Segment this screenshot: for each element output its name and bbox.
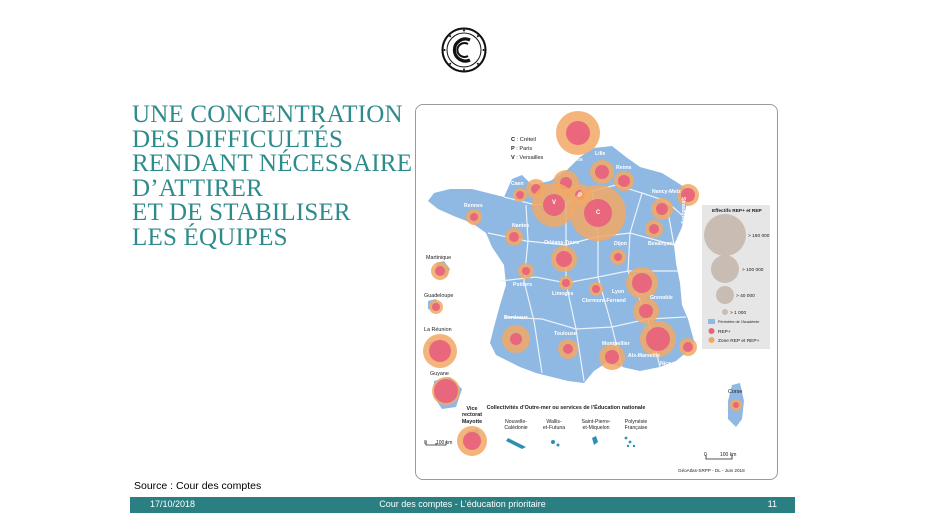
- outre-mer-title: Collectivités d’Outre-mer ou services de l’Éducation nationale: [486, 405, 646, 411]
- outre-mer-nc-line-1: Nouvelle-: [505, 419, 527, 425]
- nantes-bubble-rep-plus: [509, 232, 519, 242]
- aix-marseille-bubble-rep-plus: [646, 327, 670, 351]
- label-lyon: Lyon: [612, 289, 625, 295]
- legend-size-4: > 1 000: [730, 311, 747, 316]
- footer-center-text: Cour des comptes - L’éducation prioritaire: [379, 499, 546, 509]
- caen-bubble-rep-plus: [516, 191, 524, 199]
- outre-mer-pf-line-2: Française: [624, 425, 648, 431]
- corse-bubble-rep-plus: [733, 402, 739, 408]
- label-besancon: Besançon: [648, 241, 673, 247]
- label-reims: Reims: [616, 165, 632, 171]
- footer-date: 17/10/2018: [150, 499, 196, 509]
- label-aix-marseille: Aix-Marseille: [628, 353, 661, 359]
- legend-item-perimetre: Périmètre de l’Académie: [718, 320, 760, 324]
- mayotte-label-line-2: rectorat: [461, 412, 483, 418]
- grenoble-bubble-rep-plus: [639, 304, 653, 318]
- dijon-bubble-rep-plus: [614, 253, 622, 261]
- outre-mer-island-icons: [506, 436, 635, 449]
- outre-mer-nc-line-2: Calédonie: [504, 425, 528, 431]
- montpellier-bubble-rep-plus: [605, 350, 619, 364]
- label-strasbourg: Strasbourg: [680, 197, 686, 224]
- cour-des-comptes-logo-icon: [441, 27, 487, 73]
- key-line-p: P : Paris: [511, 146, 533, 152]
- scale-left-zero: 0: [424, 440, 427, 446]
- legend-item-rep-plus: REP+: [718, 330, 731, 335]
- label-orleans-tours: Orléans-Tours: [544, 240, 580, 246]
- nancy-metz-bubble-rep-plus: [656, 203, 668, 215]
- label-corse: Corse: [728, 389, 743, 395]
- reims-bubble-rep-plus: [618, 175, 630, 187]
- title-line: DES DIFFICULTÉS: [132, 125, 344, 153]
- scale-right-zero: 0: [704, 452, 707, 458]
- label-bordeaux: Bordeaux: [504, 315, 528, 321]
- outre-mer-pf-line-1: Polynésie: [624, 419, 648, 425]
- label-poitiers: Poitiers: [513, 282, 533, 288]
- outre-mer-wf-line-1: Wallis-: [546, 419, 562, 425]
- outre-mer-wf-line-2: et-Futuna: [542, 425, 566, 431]
- rennes-bubble-rep-plus: [470, 213, 478, 221]
- label-rouen: Rouen: [528, 163, 545, 169]
- outre-mer-spm-line-1: Saint-Pierre-: [581, 419, 611, 425]
- label-grenoble: Grenoble: [650, 295, 673, 301]
- clermont-bubble-rep-plus: [592, 285, 600, 293]
- label-lille: Lille: [595, 151, 606, 157]
- guyane-bubble-rep-plus: [434, 379, 458, 403]
- label-martinique: Martinique: [426, 255, 452, 261]
- map-credit: GéoAtlas-SRPP - DL - Juin 2018: [678, 468, 745, 473]
- title-line: UNE CONCENTRATION: [132, 101, 403, 128]
- reunion-bubble-rep-plus: [429, 340, 451, 362]
- mayotte-bubble-rep-plus: [463, 432, 481, 450]
- lille-bubble-rep-plus: [595, 165, 609, 179]
- label-guyane: Guyane: [430, 371, 449, 377]
- legend-size-2: > 100 000: [742, 268, 764, 273]
- label-amiens: Amiens: [564, 157, 583, 163]
- source-note: Source : Cour des comptes: [134, 480, 262, 492]
- idf-label-c: C: [595, 210, 601, 216]
- legend-title: Effectifs REP+ et REP: [712, 209, 762, 214]
- label-clermont-ferrand: Clermont-Ferrand: [582, 298, 626, 304]
- label-guadeloupe: Guadeloupe: [424, 293, 454, 299]
- scale-right-label: 100 km: [720, 452, 737, 458]
- besancon-bubble-rep-plus: [649, 224, 659, 234]
- orleans-tours-bubble-rep-plus: [556, 251, 572, 267]
- footer-page-number: 11: [767, 499, 777, 509]
- label-nantes: Nantes: [512, 223, 530, 229]
- label-toulouse: Toulouse: [554, 331, 577, 337]
- mayotte-label-line-3: Mayotte: [461, 419, 483, 425]
- title-line: D’ATTIRER: [132, 174, 263, 202]
- title-line: RENDANT NÉCESSAIRE: [132, 150, 413, 177]
- scale-left-label: 100 km: [436, 440, 453, 446]
- legend-size-3: > 40 000: [736, 294, 755, 299]
- outre-mer-spm-line-2: et-Miquelon: [582, 425, 610, 431]
- footer-bar: [130, 497, 795, 513]
- legend-size-1: > 160 000: [748, 234, 770, 239]
- education-prioritaire-map: [415, 104, 778, 480]
- key-line-v: V : Versailles: [511, 155, 544, 161]
- toulouse-bubble-rep-plus: [563, 344, 573, 354]
- title-line: ET DE STABILISER: [132, 199, 351, 226]
- label-dijon: Dijon: [614, 241, 627, 247]
- label-rennes: Rennes: [464, 203, 483, 209]
- paris-north-bubble-rep-plus: [566, 121, 590, 145]
- nice-bubble-rep-plus: [683, 342, 693, 352]
- mayotte-label-line-1: Vice: [466, 406, 478, 412]
- label-nice: Nice: [660, 361, 671, 367]
- label-la-reunion: La Réunion: [424, 327, 452, 333]
- title-line: LES ÉQUIPES: [132, 223, 288, 251]
- martinique-bubble-rep-plus: [435, 266, 445, 276]
- slide-title: [132, 103, 412, 250]
- idf-label-p: P: [577, 193, 583, 199]
- legend-panel: [702, 205, 770, 349]
- key-line-c: C : Créteil: [511, 137, 536, 143]
- idf-label-v: V: [551, 200, 557, 206]
- limoges-bubble-rep-plus: [562, 279, 570, 287]
- bordeaux-bubble-rep-plus: [510, 333, 522, 345]
- legend-item-rep-zone: Zone REP et REP+: [718, 339, 760, 344]
- label-montpellier: Montpellier: [602, 341, 630, 347]
- label-limoges: Limoges: [552, 291, 574, 297]
- lyon-bubble-rep-plus: [632, 273, 652, 293]
- label-caen: Caen: [511, 181, 524, 187]
- label-nancy-metz: Nancy-Metz: [652, 189, 681, 195]
- poitiers-bubble-rep-plus: [522, 267, 530, 275]
- guadeloupe-bubble-rep-plus: [432, 303, 440, 311]
